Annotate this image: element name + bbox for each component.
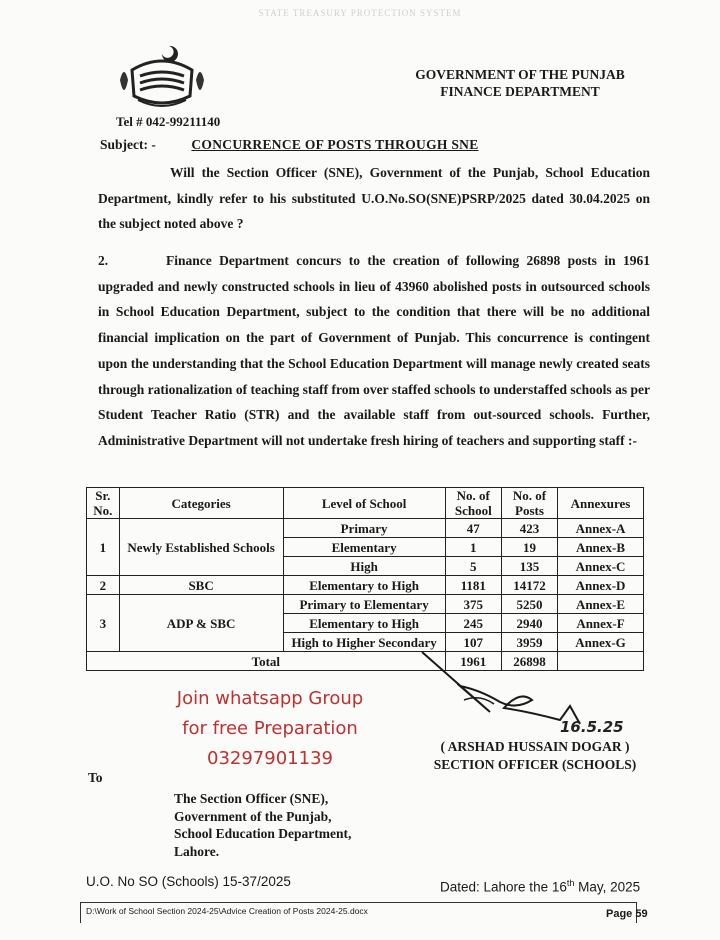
annex-cell: Annex-G bbox=[558, 633, 644, 652]
paragraph-2-text: Finance Department concurs to the creation of following 26898 posts in 1961 upgraded and newly constructed schools in lieu of 43960 abolished posts in outsourced schools in School Education Department, subject to the condition that there will be no additional financial implication on the part of Government of Punjab. This concurrence is contingent upon the understanding that the School Education Department will manage newly created seats through rationalization of teaching staff from over staffed schools to understaffed schools as per Student Teacher Ratio (STR) and the available staff from out-sourced schools. Further, Administrative Department will not undertake fresh hiring of teachers and supporting staff :- bbox=[98, 253, 650, 448]
paragraph-2 bbox=[98, 248, 650, 454]
level-cell: Primary to Elementary bbox=[283, 595, 445, 614]
category-cell: Newly Established Schools bbox=[119, 519, 283, 576]
posts-cell: 135 bbox=[501, 557, 557, 576]
promo-line-1: Join whatsapp Group bbox=[176, 688, 364, 709]
table-header-row bbox=[87, 488, 644, 519]
header-posts: No. of Posts bbox=[501, 488, 557, 519]
level-cell: High bbox=[283, 557, 445, 576]
table-row bbox=[87, 595, 644, 614]
address-line: The Section Officer (SNE), bbox=[174, 791, 329, 806]
header-sr-no: Sr. No. bbox=[87, 488, 120, 519]
officer-title: SECTION OFFICER (SCHOOLS) bbox=[433, 757, 637, 772]
total-label-cell: Total bbox=[87, 652, 446, 671]
whatsapp-promo-overlay bbox=[150, 684, 390, 774]
level-cell: High to Higher Secondary bbox=[283, 633, 445, 652]
level-cell: Primary bbox=[283, 519, 445, 538]
schools-cell: 245 bbox=[445, 614, 501, 633]
recipient-address bbox=[174, 790, 351, 860]
posts-cell: 14172 bbox=[501, 576, 557, 595]
sr-cell: 1 bbox=[87, 519, 120, 576]
header-annexures: Annexures bbox=[558, 488, 644, 519]
category-cell: ADP & SBC bbox=[119, 595, 283, 652]
posts-cell: 2940 bbox=[501, 614, 557, 633]
dated-superscript: th bbox=[566, 878, 575, 888]
officer-name: ( ARSHAD HUSSAIN DOGAR ) bbox=[440, 739, 630, 754]
category-cell: SBC bbox=[119, 576, 283, 595]
posts-table bbox=[86, 487, 644, 671]
total-posts-cell: 26898 bbox=[501, 652, 557, 671]
level-cell: Elementary bbox=[283, 538, 445, 557]
address-line: Lahore. bbox=[174, 843, 220, 859]
level-cell: Elementary to High bbox=[283, 614, 445, 633]
subject-text: CONCURRENCE OF POSTS THROUGH SNE bbox=[191, 137, 479, 152]
subject-label: Subject: - bbox=[100, 137, 156, 152]
subject-line bbox=[100, 137, 479, 153]
posts-cell: 3959 bbox=[501, 633, 557, 652]
annex-cell: Annex-F bbox=[558, 614, 644, 633]
punjab-emblem-logo bbox=[114, 40, 210, 112]
schools-cell: 5 bbox=[445, 557, 501, 576]
posts-cell: 5250 bbox=[501, 595, 557, 614]
annex-cell: Annex-C bbox=[558, 557, 644, 576]
sr-cell: 3 bbox=[87, 595, 120, 652]
schools-cell: 1 bbox=[445, 538, 501, 557]
faint-header-text: STATE TREASURY PROTECTION SYSTEM bbox=[258, 8, 462, 18]
to-label: To bbox=[88, 770, 103, 785]
schools-cell: 107 bbox=[445, 633, 501, 652]
dated-prefix: Dated: Lahore the 16 bbox=[440, 879, 567, 895]
government-heading bbox=[400, 66, 640, 100]
footer-file-path: D:\Work of School Section 2024-25\Advice Creation of Posts 2024-25.docx bbox=[86, 906, 368, 916]
paragraph-2-number: 2. bbox=[98, 253, 109, 268]
address-line: Government of the Punjab, bbox=[174, 808, 332, 824]
posts-cell: 423 bbox=[501, 519, 557, 538]
table-row bbox=[87, 519, 644, 538]
government-name: GOVERNMENT OF THE PUNJAB bbox=[415, 67, 625, 82]
promo-phone: 03297901139 bbox=[207, 748, 333, 769]
officer-block bbox=[400, 738, 670, 774]
footer-page-number: Page 59 bbox=[606, 908, 648, 920]
annex-cell: Annex-E bbox=[558, 595, 644, 614]
signature-date: 16.5.25 bbox=[560, 718, 624, 736]
address-line: School Education Department, bbox=[174, 826, 352, 841]
telephone-number: Tel # 042-99211140 bbox=[116, 114, 221, 129]
posts-cell: 19 bbox=[501, 538, 557, 557]
annex-cell: Annex-A bbox=[558, 519, 644, 538]
level-cell: Elementary to High bbox=[283, 576, 445, 595]
schools-cell: 47 bbox=[445, 519, 501, 538]
dated-line bbox=[440, 878, 640, 895]
department-name: FINANCE DEPARTMENT bbox=[440, 84, 600, 99]
annex-cell: Annex-D bbox=[558, 576, 644, 595]
annex-cell: Annex-B bbox=[558, 538, 644, 557]
promo-line-2: for free Preparation bbox=[182, 718, 358, 739]
header-level: Level of School bbox=[283, 488, 445, 519]
table-row bbox=[87, 576, 644, 595]
header-categories: Categories bbox=[119, 488, 283, 519]
dated-suffix: May, 2025 bbox=[574, 879, 641, 895]
total-schools-cell: 1961 bbox=[445, 652, 501, 671]
uo-number: U.O. No SO (Schools) 15-37/2025 bbox=[86, 874, 291, 889]
sr-cell: 2 bbox=[87, 576, 120, 595]
schools-cell: 375 bbox=[445, 595, 501, 614]
schools-cell: 1181 bbox=[445, 576, 501, 595]
header-schools: No. of School bbox=[445, 488, 501, 519]
paragraph-1: Will the Section Officer (SNE), Government of the Punjab, School Education Department, kindly refer to his substituted U.O.No.SO(SNE)PSRP/2025 dated 30.04.2025 on the subject noted above ? bbox=[98, 165, 650, 232]
